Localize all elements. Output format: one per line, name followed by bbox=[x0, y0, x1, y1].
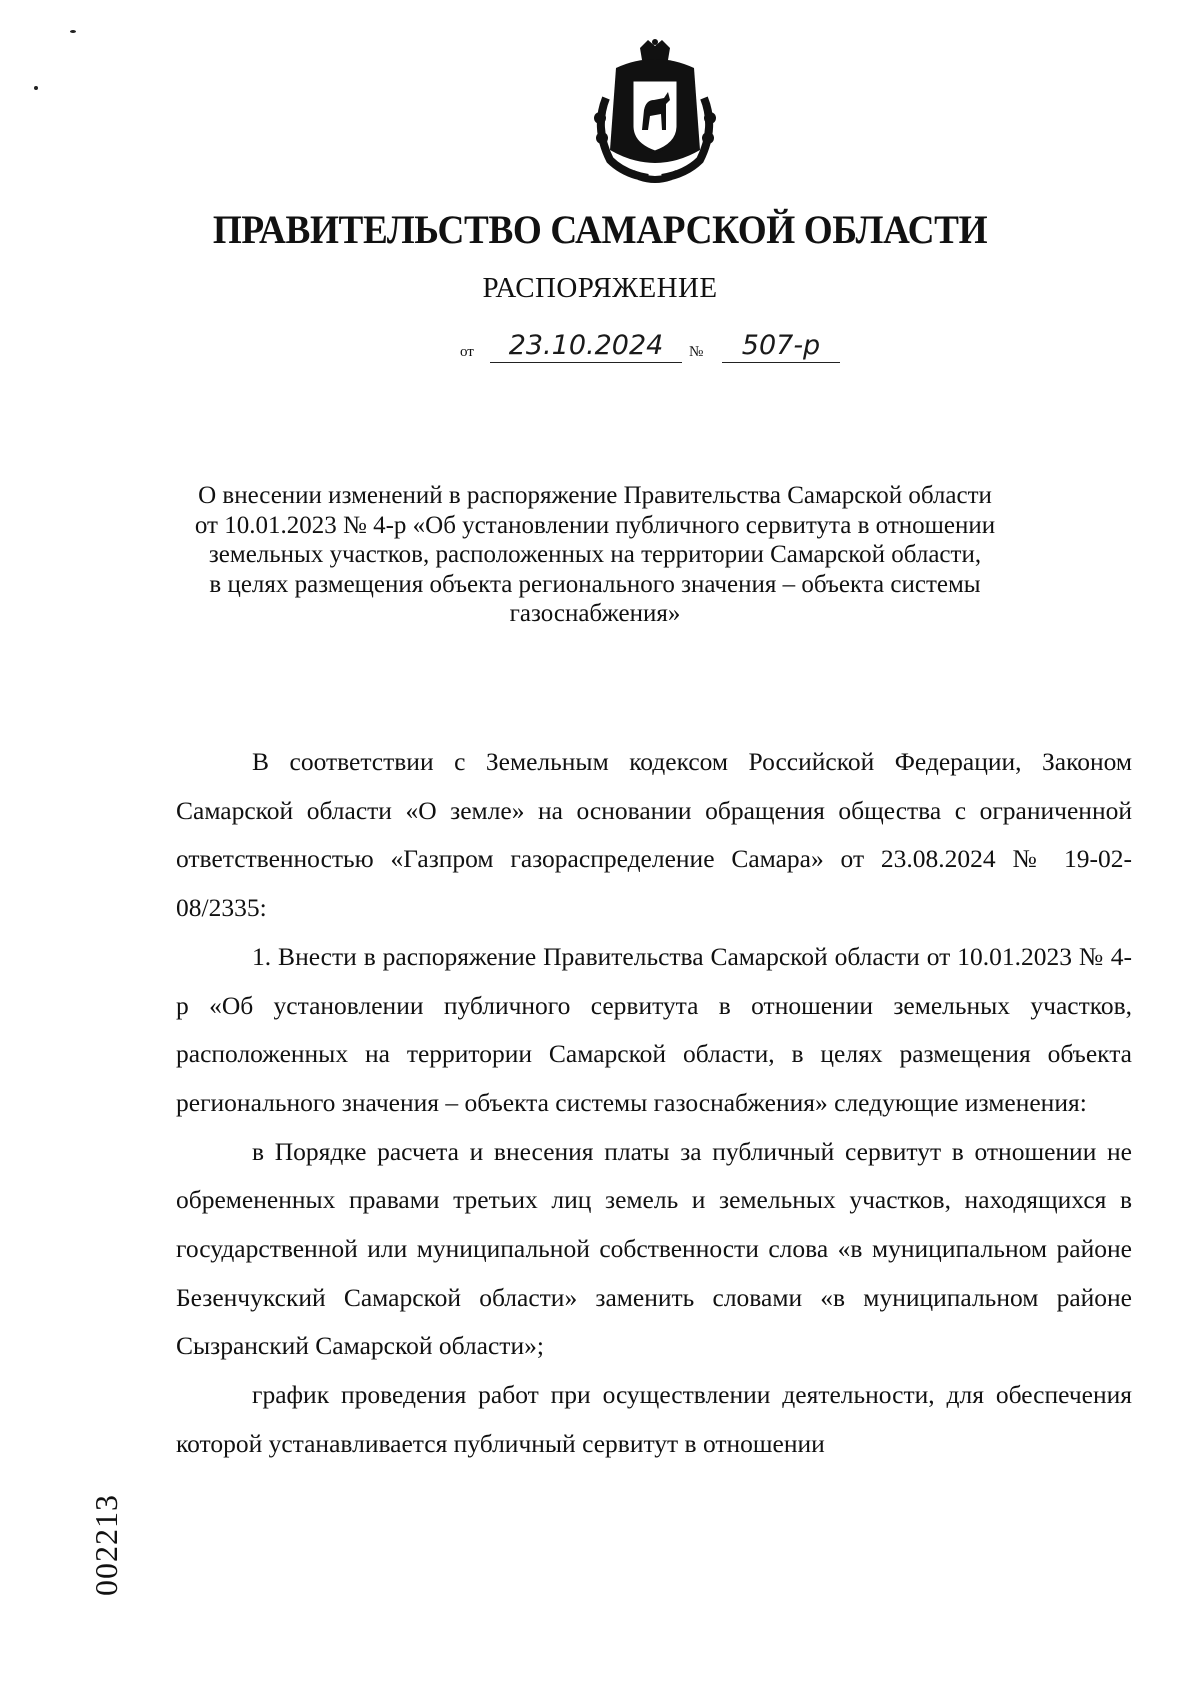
document-number: 507-р bbox=[722, 330, 840, 363]
subject-line: газоснабжения» bbox=[509, 600, 681, 627]
scan-speck bbox=[70, 30, 76, 33]
subject-line: О внесении изменений в распоряжение Правительства Самарской области bbox=[198, 482, 992, 509]
paragraph-amendment: в Порядке расчета и внесения платы за публичный сервитут в отношении не обремененных правами третьих лиц земель и земельных участков, находящихся в государственной или муниципальной собственности слова «в муниципальном районе Безенчукский Самарской области» заменить словами «в муниципальном районе Сызранский Самарской области»; bbox=[176, 1136, 1132, 1361]
paragraph-schedule: график проведения работ при осуществлении деятельности, для обеспечения которой устанавливается публичный сервитут в отношении bbox=[176, 1380, 1132, 1458]
document-subject bbox=[170, 481, 1020, 629]
subject-line: в целях размещения объекта регионального значения – объекта системы bbox=[209, 570, 981, 598]
number-sign: № bbox=[689, 344, 704, 360]
subject-line: от 10.01.2023 № 4-р «Об установлении публичного сервитута в отношении bbox=[194, 511, 996, 539]
margin-serial-number: 002213 bbox=[88, 1494, 124, 1596]
government-title: ПРАВИТЕЛЬСТВО САМАРСКОЙ ОБЛАСТИ bbox=[212, 207, 988, 252]
date-prefix: от bbox=[460, 344, 474, 360]
document-body bbox=[176, 738, 1132, 1469]
document-date: 23.10.2024 bbox=[490, 330, 682, 363]
date-number-line bbox=[460, 330, 860, 376]
paragraph-item-1: 1. Внести в распоряжение Правительства Самарской области от 10.01.2023 № 4-р «Об установлении публичного сервитута в отношении земельных участков, расположенных на территории Самарской области, в целях размещения объекта регионального значения – объекта системы газоснабжения» следующие изменения: bbox=[176, 941, 1132, 1117]
paragraph-preamble: В соответствии с Земельным кодексом Российской Федерации, Законом Самарской области «О земле» на основании обращения общества с ограниченной ответственностью «Газпром газораспределение Самара» от 23.08.2024 № 19-02-08/2335: bbox=[176, 747, 1132, 923]
subject-line: земельных участков, расположенных на территории Самарской области, bbox=[208, 541, 982, 568]
document-type: РАСПОРЯЖЕНИЕ bbox=[482, 272, 718, 304]
scan-speck bbox=[34, 86, 38, 90]
coat-of-arms-icon bbox=[588, 38, 722, 184]
